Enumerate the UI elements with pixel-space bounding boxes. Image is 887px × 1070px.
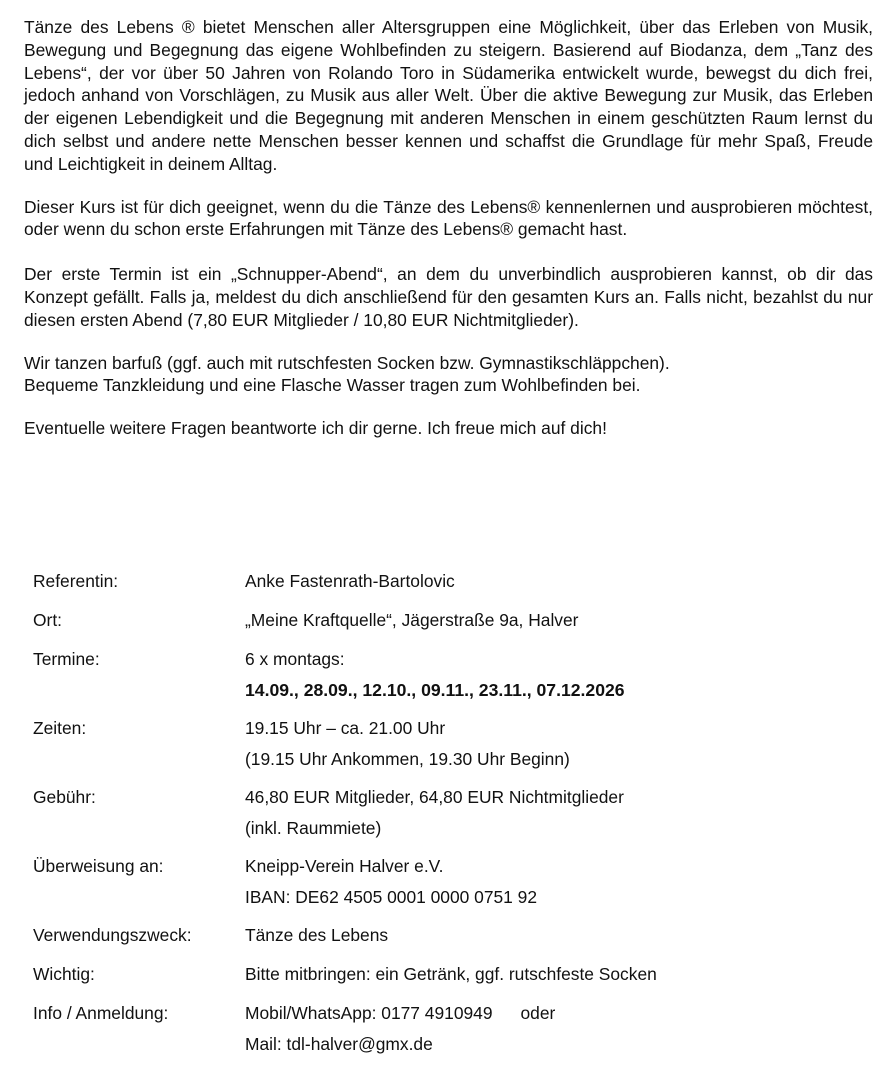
referentin-value: Anke Fastenrath-Bartolovic — [245, 571, 455, 591]
attire-line-2: Bequeme Tanzkleidung und eine Flasche Wasser tragen zum Wohlbefinden bei. — [24, 375, 641, 396]
zeiten-note: (19.15 Uhr Ankommen, 19.30 Uhr Beginn) — [245, 749, 570, 769]
zeiten-label: Zeiten: — [33, 718, 87, 738]
verwendungszweck-label: Verwendungszweck: — [33, 925, 192, 945]
intro-paragraph: Tänze des Lebens ® bietet Menschen aller Altersgruppen eine Möglichkeit, über das Erleben von Musik, Bewegung und Begegnung das eigene Wohlbefinden zu steigern. Basierend auf Biodanza, dem „Tanz des Lebens“, der vor über 50 Jahren von Rolando Toro in Südamerika entwickelt wurde, bewegst du dich frei, jedoch anhand von Vorschlägen, zu Musik aus aller Welt. Über die aktive Bewegung zur Musik, das Erleben der eigenen Lebendigkeit und die Begegnung mit anderen Menschen in einem geschützten Raum lernst du dich selbst und andere nette Menschen besser kennen und schaffst die Grundlage für mehr Spaß, Freude und Leichtigkeit in deinem Alltag. — [24, 17, 873, 174]
iban-value: IBAN: DE62 4505 0001 0000 0751 92 — [245, 887, 538, 907]
closing-paragraph: Eventuelle weitere Fragen beantworte ich dir gerne. Ich freue mich auf dich! — [24, 418, 607, 439]
detail-row-ort — [33, 605, 873, 636]
detail-row-termine — [33, 644, 873, 706]
termine-label: Termine: — [33, 649, 100, 669]
attire-line-1: Wir tanzen barfuß (ggf. auch mit rutschfesten Socken bzw. Gymnastikschläppchen). — [24, 352, 670, 373]
trial-evening-paragraph: Der erste Termin ist ein „Schnupper-Abend“, an dem du unverbindlich ausprobieren kannst, ob dir das Konzept gefällt. Falls ja, meldest du dich anschließend für den gesamten Kurs an. Falls nicht, bezahlst du nur diesen ersten Abend (7,80 EUR Mitglieder / 10,80 EUR Nichtmitglieder). — [24, 264, 873, 330]
referentin-label: Referentin: — [33, 571, 119, 591]
zeiten-value: 19.15 Uhr – ca. 21.00 Uhr — [245, 718, 446, 738]
gebuehr-note: (inkl. Raummiete) — [245, 818, 382, 838]
detail-row-referentin — [33, 566, 873, 597]
detail-row-info — [33, 998, 873, 1060]
ort-label: Ort: — [33, 610, 62, 630]
suitability-paragraph: Dieser Kurs ist für dich geeignet, wenn du die Tänze des Lebens® kennenlernen und ausprobieren möchtest, oder wenn du schon erste Erfahrungen mit Tänze des Lebens® gemacht hast. — [24, 196, 873, 240]
oder-text: oder — [520, 1003, 556, 1023]
termine-dates: 14.09., 28.09., 12.10., 09.11., 23.11., 07.12.2026 — [245, 680, 625, 700]
wichtig-label: Wichtig: — [33, 964, 95, 984]
attire-paragraph — [24, 352, 873, 398]
verwendungszweck-value: Tänze des Lebens — [245, 925, 389, 945]
mail-value: Mail: tdl-halver@gmx.de — [245, 1034, 433, 1054]
detail-row-zeiten — [33, 713, 873, 775]
course-details — [33, 566, 873, 1060]
ueberweisung-label: Überweisung an: — [33, 856, 164, 876]
gebuehr-label: Gebühr: — [33, 787, 96, 807]
termine-value: 6 x montags: — [245, 649, 345, 669]
detail-row-verwendungszweck — [33, 920, 873, 951]
info-label: Info / Anmeldung: — [33, 1003, 169, 1023]
ueberweisung-value: Kneipp-Verein Halver e.V. — [245, 856, 444, 876]
detail-row-ueberweisung — [33, 851, 873, 913]
gebuehr-value: 46,80 EUR Mitglieder, 64,80 EUR Nichtmitglieder — [245, 787, 624, 807]
detail-row-gebuehr — [33, 782, 873, 844]
phone-value: Mobil/WhatsApp: 0177 4910949 — [245, 1003, 493, 1023]
detail-row-wichtig — [33, 959, 873, 990]
wichtig-value: Bitte mitbringen: ein Getränk, ggf. rutschfeste Socken — [245, 964, 657, 984]
ort-value: „Meine Kraftquelle“, Jägerstraße 9a, Halver — [245, 610, 579, 630]
info-phone-line — [245, 998, 873, 1029]
